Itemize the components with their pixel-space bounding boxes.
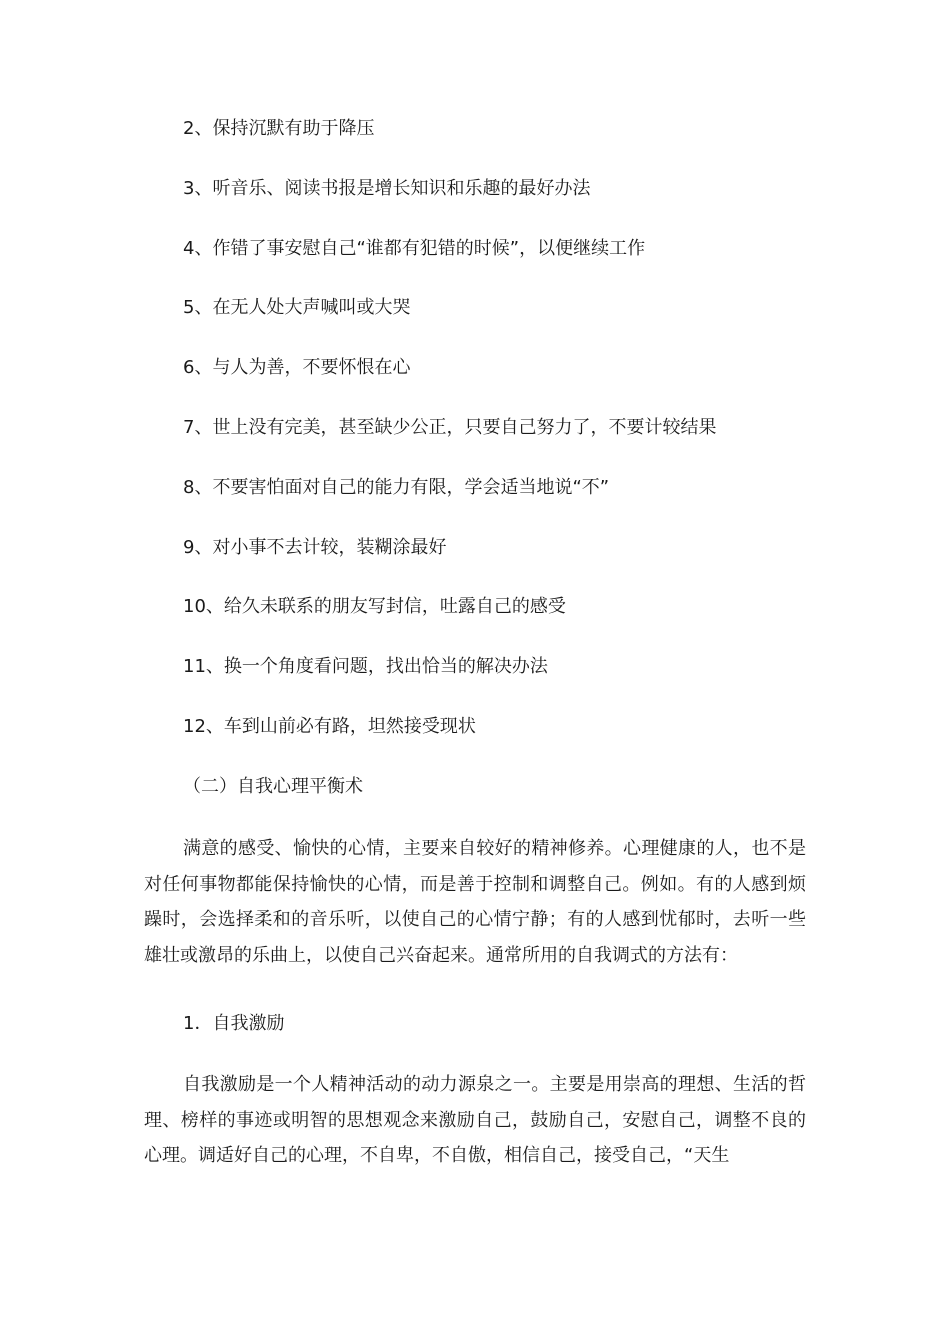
list-item: 8、不要害怕面对自己的能力有限，学会适当地说“不” xyxy=(183,477,610,498)
list-item: 4、作错了事安慰自己“谁都有犯错的时候”，以便继续工作 xyxy=(183,238,646,259)
list-item: 9、对小事不去计较，装糊涂最好 xyxy=(183,537,447,558)
section-heading: （二）自我心理平衡术 xyxy=(183,776,363,797)
list-item: 7、世上没有完美，甚至缺少公正，只要自己努力了，不要计较结果 xyxy=(183,417,717,438)
body-paragraph: 自我激励是一个人精神活动的动力源泉之一。主要是用崇高的理想、生活的哲理、榜样的事迹或明智的思想观念来激励自己，鼓励自己，安慰自己，调整不良的心理。调适好自己的心理，不自卑，不自傲，相信自己，接受自己，“天生 xyxy=(144,1074,806,1167)
list-item: 10、给久未联系的朋友写封信，吐露自己的感受 xyxy=(183,596,566,617)
list-item: 5、在无人处大声喊叫或大哭 xyxy=(183,297,411,318)
list-item: 11、换一个角度看问题，找出恰当的解决办法 xyxy=(183,656,548,677)
list-item: 12、车到山前必有路，坦然接受现状 xyxy=(183,716,476,737)
sub-heading: 1．自我激励 xyxy=(183,1013,285,1034)
list-item: 3、听音乐、阅读书报是增长知识和乐趣的最好办法 xyxy=(183,178,591,199)
list-item: 2、保持沉默有助于降压 xyxy=(183,118,375,139)
list-item: 6、与人为善，不要怀恨在心 xyxy=(183,357,411,378)
body-paragraph: 满意的感受、愉快的心情，主要来自较好的精神修养。心理健康的人，也不是对任何事物都能保持愉快的心情，而是善于控制和调整自己。例如。有的人感到烦躁时，会选择柔和的音乐听，以使自己的心情宁静；有的人感到忧郁时，去听一些雄壮或激昂的乐曲上，以使自己兴奋起来。通常所用的自我调式的方法有： xyxy=(144,838,806,967)
